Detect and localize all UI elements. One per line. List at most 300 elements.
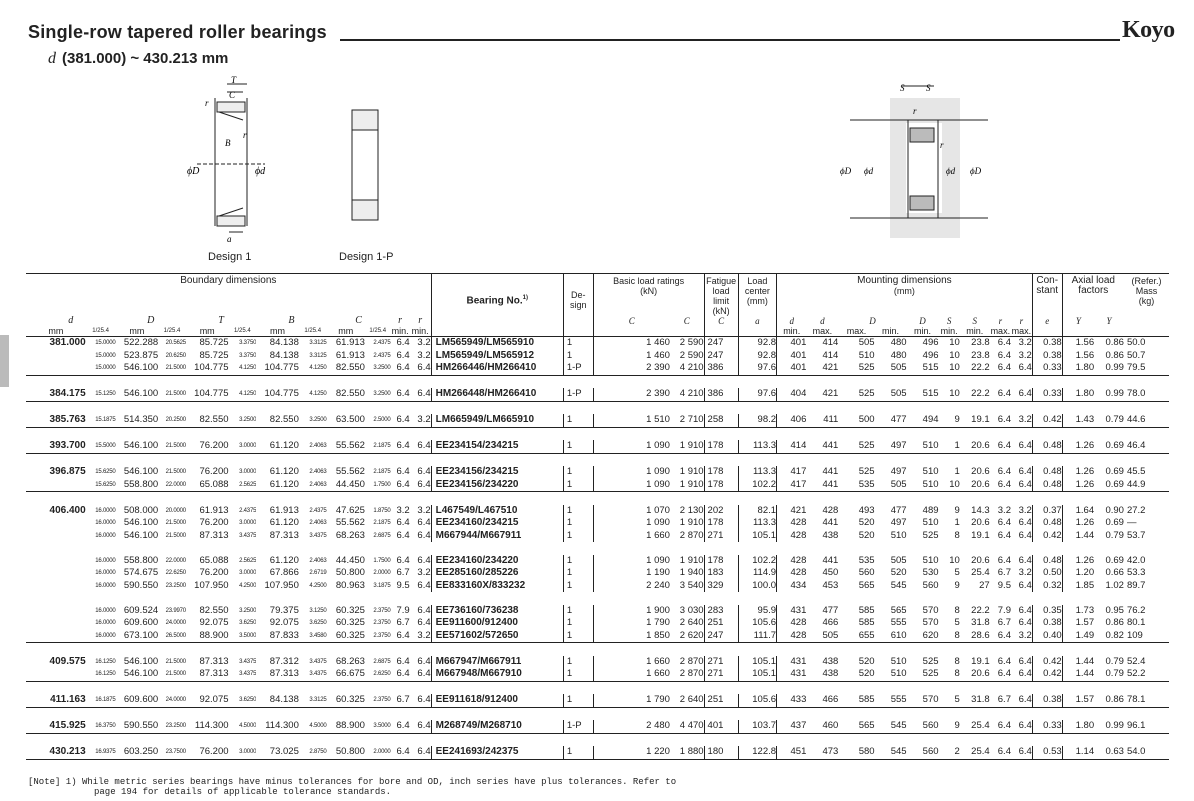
hdr-load-kn: (kN) [640,286,658,296]
cell-D: 514.350 [116,414,159,427]
cell-C: 80.963 [335,579,365,591]
cell-m: 42.0 [1126,554,1146,566]
cell-rb: 6.4 [1011,746,1032,759]
cell-Sa: 9 [939,720,960,733]
cell-T: 76.200 [199,567,229,578]
cell-Db: 494 [907,414,939,427]
side-tab [0,335,9,387]
cell-di: 15.6250 [86,479,116,492]
cell-rb: 3.2 [1018,567,1032,578]
design-1p-caption: Design 1-P [339,251,394,263]
cell-Bi: 2.4375 [309,507,327,514]
cell-des: 1 [563,617,593,630]
cell-Bi: 2.4063 [309,520,327,526]
cell-da: 428 [777,517,807,530]
cell-d: 396.875 [49,466,86,477]
cell-r: 6.4 [391,414,410,427]
cell-D: 590.550 [116,720,159,733]
cell-r: 6.7 [396,567,410,578]
cell-Y1: 1.80 [1062,362,1094,375]
cell-T: 76.200 [186,440,229,453]
cell-r1: 6.4 [417,554,431,566]
cell-r: 6.4 [391,746,410,759]
table-row [26,530,1169,543]
cell-Da2: 555 [875,694,907,707]
cell-da: 421 [777,505,807,518]
cell-T: 82.550 [199,604,229,616]
cell-rb: 6.4 [1011,440,1032,453]
cell-T: 76.200 [199,466,229,477]
cell-C: 50.800 [335,567,365,578]
cell-da: 428 [777,630,807,643]
cell-C0r: 4 210 [670,362,704,375]
cell-a: 92.8 [738,337,776,350]
cell-Di: 20.6250 [165,352,186,359]
cell-r1: 3.2 [417,349,431,361]
cell-Ti: 3.0000 [239,570,257,576]
cell-Bi: 3.3125 [309,340,327,346]
cell-e: 0.50 [1032,567,1062,580]
cell-da: 437 [777,720,807,733]
table-body [26,337,1169,760]
cell-no: M268749/M268710 [431,720,563,733]
cell-da: 401 [777,350,807,363]
cell-no: M667944/M667911 [431,530,563,543]
cell-Bi: 3.4375 [309,532,327,539]
table-row [26,668,1169,681]
cell-ra: 6.7 [997,567,1011,578]
cell-Cu: 251 [704,617,738,630]
cell-des: 1 [563,656,593,669]
cell-D: 546.100 [116,388,159,401]
cell-da: 404 [777,388,807,401]
label-phida: ϕd [946,166,956,176]
cell-Da2: 545 [890,579,907,591]
cell-e: 0.48 [1032,517,1062,530]
cell-Y1: 1.80 [1062,720,1094,733]
cell-Ti: 2.5625 [229,479,257,492]
cell-rb: 6.4 [1011,668,1032,681]
cell-Sa: 10 [939,362,960,375]
cell-no: EE736160/736238 [431,605,563,618]
cell-db: 441 [806,440,838,453]
cell-Cr: 1 850 [593,630,670,643]
cell-Da: 585 [838,694,874,707]
cell-C0r: 1 910 [670,479,704,492]
cell-db: 414 [822,337,839,348]
cell-Ci: 3.2500 [365,388,391,401]
bearing-table [26,273,1169,760]
cell-Sa: 10 [939,479,960,492]
cell-di: 15.0000 [95,352,116,359]
cell-D: 546.100 [116,362,159,375]
cell-Sa: 9 [954,579,960,591]
cell-r: 6.7 [396,617,410,628]
cell-Bi: 3.6250 [309,620,327,626]
cell-T: 104.775 [186,388,229,401]
hdr-lc-mm: (mm) [746,296,768,306]
cell-Cr: 2 390 [593,388,670,401]
table-row [26,746,1169,759]
cell-D: 558.800 [123,554,159,566]
cell-Db: 570 [922,617,939,628]
cell-Cu: 178 [704,440,738,453]
cell-Cu: 251 [704,694,738,707]
hdr-C0r: C [683,316,690,326]
cell-D: 603.250 [116,746,159,759]
cell-da: 431 [777,668,807,681]
cell-db: 441 [822,517,839,528]
hdr-mounting [777,274,1033,317]
cell-Ci: 3.1875 [373,582,391,589]
hdr-B: B [288,315,295,326]
cell-db: 453 [822,579,839,591]
cell-r: 6.4 [391,479,410,492]
table-row [26,656,1169,669]
cell-e: 0.37 [1032,505,1062,518]
cell-C0r: 3 030 [679,604,704,616]
cell-Y1: 1.80 [1062,388,1094,401]
cell-rb: 6.4 [1018,579,1032,591]
label-phiDb: ϕD [970,166,982,176]
cell-C: 66.675 [327,668,365,681]
cell-Da2: 545 [875,746,907,759]
cell-r: 6.4 [391,630,410,643]
cell-r1: 6.4 [417,466,431,477]
cell-Y0: 0.79 [1105,529,1124,541]
label-phidb: ϕd [864,166,874,176]
cell-r1: 3.2 [417,504,431,516]
cell-C: 61.913 [335,349,365,361]
table-row [26,694,1169,707]
cell-r: 6.4 [391,440,410,453]
cell-Da2: 505 [875,388,907,401]
cell-Cr: 1 090 [593,517,670,530]
cell-r: 6.4 [396,655,410,667]
cell-des: 1 [563,668,593,681]
cell-r1: 6.4 [410,479,431,492]
hdr-design: De- sign [563,274,593,327]
cell-Db: 560 [922,579,939,591]
cell-no: EE571602/572650 [431,630,563,643]
cell-m: 54.0 [1124,746,1169,759]
cell-no: HM266446/HM266410 [431,362,563,375]
cell-T: 61.913 [199,504,229,516]
cell-Sb: 31.8 [960,694,990,707]
hdr-Da-min: min. [882,326,900,336]
cell-des: 1 [563,580,593,593]
hdr-Y1: Y [1062,316,1094,326]
cell-B: 84.138 [256,694,299,707]
cell-Da: 520 [838,668,874,681]
cell-m: 78.0 [1124,388,1169,401]
cell-a: 97.6 [738,362,776,375]
cell-Da2: 505 [875,362,907,375]
table-row [26,567,1169,580]
cell-Db: 510 [922,554,939,566]
cell-des: 1 [563,605,593,618]
cell-Da: 565 [838,720,874,733]
cell-Di: 20.2500 [158,414,186,427]
cell-Ti: 3.0000 [229,440,257,453]
cell-Db: 620 [907,630,939,643]
hdr-a: a [738,316,776,326]
hdr-Cr: C [593,316,670,326]
cell-r: 6.4 [396,337,410,348]
cell-Ti: 3.2500 [239,607,257,614]
cell-Ci: 2.1875 [373,469,391,475]
label-a: a [227,234,232,244]
cell-Da2: 510 [890,655,907,667]
cell-B: 114.300 [256,720,299,733]
cell-r: 7.9 [396,604,410,616]
cell-ra: 6.7 [990,694,1011,707]
cell-db: 477 [822,604,839,616]
cell-Sa: 5 [954,617,960,628]
cell-db: 438 [822,529,839,541]
cell-Di: 23.9970 [165,607,186,614]
cell-rb: 6.4 [1018,617,1032,628]
cell-C0r: 2 870 [679,655,704,667]
hdr-db: d [820,316,825,326]
hdr-bearing-no-note: 1) [522,295,528,302]
cell-m: 50.7 [1126,349,1146,361]
cell-rb: 6.4 [1011,479,1032,492]
cell-Y1: 1.64 [1062,505,1094,518]
cell-Cu: 178 [704,555,738,568]
cell-Di: 23.2500 [158,720,186,733]
table-row [26,580,1169,593]
cell-e: 0.42 [1032,530,1062,543]
cell-d [26,567,86,580]
cell-C: 82.550 [327,362,365,375]
cell-Ci: 2.3750 [373,620,391,626]
cell-d [26,350,86,363]
cell-db: 441 [806,479,838,492]
cell-Cr: 1 660 [593,668,670,681]
cell-a: 105.1 [738,668,776,681]
cell-Di: 20.5625 [165,340,186,346]
hdr-db-max: max. [812,326,833,336]
hdr-rb-max: max. [1011,326,1032,336]
hdr-mount-mm: (mm) [893,286,915,296]
cell-d [26,362,86,375]
hdr-d: d [68,315,74,326]
cell-Bi: 3.4375 [299,668,327,681]
cell-m: 80.1 [1126,617,1146,628]
cell-B: 87.313 [256,668,299,681]
cell-Y1: 1.56 [1062,337,1094,350]
cell-a: 95.9 [738,605,776,618]
cell-e: 0.42 [1032,414,1062,427]
table-row [26,414,1169,427]
table-row [26,605,1169,618]
cell-Cu: 271 [704,668,738,681]
cell-Sa: 8 [939,668,960,681]
cell-Y1: 1.26 [1062,479,1094,492]
table-row [26,388,1169,401]
cell-C: 82.550 [327,388,365,401]
cell-C0r: 2 590 [679,349,704,361]
cell-ra: 6.4 [997,466,1011,477]
cell-Db: 510 [907,479,939,492]
cell-no: LM565949/LM565912 [431,350,563,363]
cell-no: EE234160/234220 [431,555,563,568]
cell-e: 0.38 [1032,337,1062,350]
cell-Cu: 183 [704,567,738,580]
cell-da: 451 [777,746,807,759]
cell-d [26,580,86,593]
cell-Di: 23.2500 [165,582,186,589]
cell-Y1: 1.49 [1062,630,1094,643]
cell-d [26,617,86,630]
cell-Y0: 0.86 [1105,349,1124,361]
hdr-Y0: Y [1106,316,1112,326]
cell-Ci: 2.6250 [365,668,391,681]
cell-ra: 6.7 [997,617,1011,628]
cell-Sb: 20.6 [960,479,990,492]
cell-Cr: 1 660 [593,656,670,669]
cell-a: 114.9 [738,567,776,580]
cell-Da: 500 [838,414,874,427]
cell-a: 102.2 [738,479,776,492]
design-1p-diagram [340,100,390,230]
cell-Di: 26.5000 [158,630,186,643]
cell-Da2: 610 [875,630,907,643]
cell-m: 50.0 [1126,337,1146,348]
cell-da: 428 [777,555,807,568]
cell-Sb: 25.4 [971,567,990,578]
cell-Cr: 1 090 [593,440,670,453]
cell-no: EE234154/234215 [431,440,563,453]
cell-no: EE911600/912400 [431,617,563,630]
cell-e: 0.42 [1032,656,1062,669]
cell-Sa: 8 [954,655,960,667]
cell-d: 393.700 [26,440,86,453]
cell-d: 415.925 [26,720,86,733]
cell-Bi: 3.4580 [299,630,327,643]
cell-Db: 510 [922,466,939,477]
cell-Sa: 8 [954,604,960,616]
cell-B: 61.120 [256,440,299,453]
cell-db: 505 [806,630,838,643]
hdr-fatigue-kn: (kN) [712,306,730,316]
cell-Sa: 5 [954,567,960,578]
cell-di: 15.6250 [95,469,116,475]
cell-d [26,530,86,543]
cell-Y0: 0.86 [1094,694,1124,707]
cell-Sb: 22.2 [960,362,990,375]
cell-r: 6.4 [391,388,410,401]
cell-C: 55.562 [335,466,365,477]
cell-da: 414 [777,440,807,453]
cell-B: 87.312 [269,655,299,667]
cell-C: 68.263 [335,529,365,541]
cell-Bi: 2.6719 [309,570,327,576]
cell-ra: 6.4 [990,720,1011,733]
mounting-diagram [838,78,998,238]
hdr-Db: D [919,316,926,326]
cell-Ti: 3.3750 [239,352,257,359]
cell-C0r: 2 620 [670,630,704,643]
cell-Y1: 1.26 [1062,517,1094,530]
cell-des: 1 [563,440,593,453]
cell-r: 6.4 [396,529,410,541]
cell-des: 1 [563,414,593,427]
cell-C0r: 2 640 [670,694,704,707]
cell-e: 0.38 [1032,617,1062,630]
label-C: C [229,90,236,100]
cell-Sb: 28.6 [960,630,990,643]
cell-Ti: 3.6250 [239,620,257,626]
cell-rb: 6.4 [1018,529,1032,541]
cell-Sb: 22.2 [971,604,990,616]
cell-d [26,517,86,530]
cell-C0r: 2 590 [679,337,704,348]
cell-e: 0.42 [1032,668,1062,681]
cell-no: EE285160/285226 [431,567,563,580]
cell-rb: 3.2 [1011,414,1032,427]
cell-C: 60.325 [327,694,365,707]
cell-T: 76.200 [199,517,229,528]
cell-Ci: 3.2500 [365,362,391,375]
cell-Da: 585 [858,617,875,628]
cell-db: 441 [822,554,839,566]
cell-Sa: 1 [954,517,960,528]
hdr-r-min: min. [391,326,409,336]
cell-Da: 493 [858,504,875,516]
cell-e: 0.48 [1032,479,1062,492]
cell-db: 421 [806,362,838,375]
group-spacer [26,427,1169,440]
cell-da: 401 [777,362,807,375]
cell-m: 79.5 [1124,362,1169,375]
cell-ra: 6.4 [990,388,1011,401]
cell-Y1: 1.85 [1062,580,1094,593]
cell-rb: 6.4 [1018,554,1032,566]
cell-Da2: 505 [875,479,907,492]
table-row [26,337,1169,350]
cell-Ci: 1.8750 [373,507,391,514]
hdr-fatigue [704,274,738,317]
label-r1: r [205,98,209,108]
cell-Cu: 178 [704,479,738,492]
cell-Ci: 2.0000 [373,570,391,576]
cell-r1: 6.4 [410,440,431,453]
cell-no: EE911618/912400 [431,694,563,707]
cell-ra: 6.4 [997,554,1011,566]
cell-r: 6.4 [391,362,410,375]
cell-e: 0.33 [1032,362,1062,375]
cell-rb: 6.4 [1018,466,1032,477]
hdr-ra: r [998,316,1003,326]
label-ra: r [940,140,944,150]
cell-r1: 6.4 [410,388,431,401]
cell-T: 82.550 [186,414,229,427]
cell-Y0: 1.02 [1105,579,1124,591]
cell-Y0: 0.79 [1105,655,1124,667]
cell-des: 1 [563,337,593,350]
cell-des: 1 [563,630,593,643]
cell-C0r: 4 210 [670,388,704,401]
cell-Da2: 497 [890,466,907,477]
cell-Bi: 3.1250 [309,607,327,614]
cell-r1: 6.4 [410,720,431,733]
cell-Cu: 258 [704,414,738,427]
group-spacer [26,643,1169,656]
cell-r1: 6.4 [410,668,431,681]
cell-Db: 510 [907,440,939,453]
